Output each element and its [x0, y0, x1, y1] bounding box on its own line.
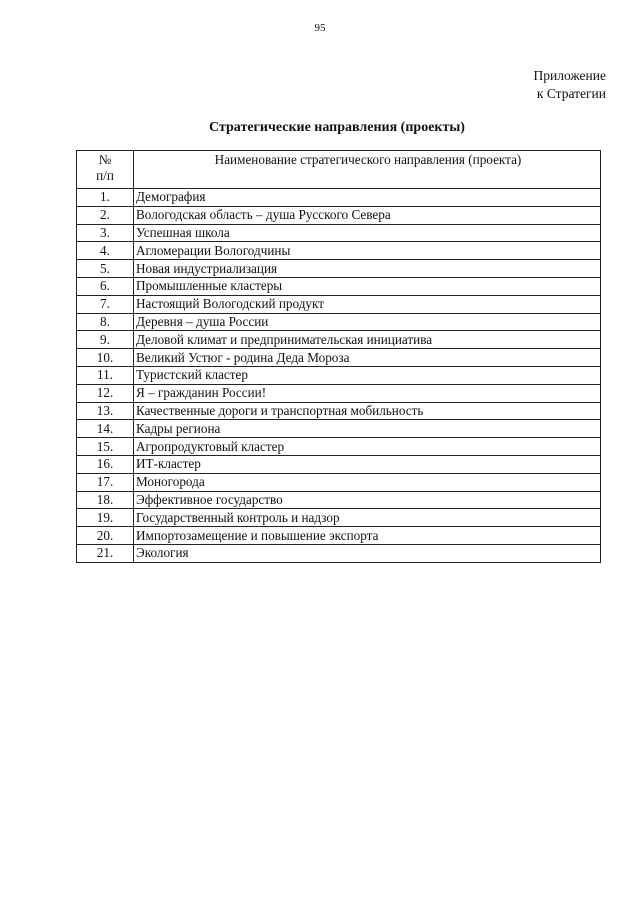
direction-name: Вологодская область – душа Русского Севера: [134, 206, 601, 224]
row-number: 17.: [77, 473, 134, 491]
appendix-line-1: Приложение: [533, 68, 606, 83]
direction-name: Я – гражданин России!: [134, 384, 601, 402]
table-row: [77, 438, 601, 456]
direction-name: ИТ-кластер: [134, 455, 601, 473]
row-number: 13.: [77, 402, 134, 420]
table-row: [77, 313, 601, 331]
row-number: 6.: [77, 277, 134, 295]
row-number: 8.: [77, 313, 134, 331]
table-row: [77, 420, 601, 438]
row-number: 10.: [77, 349, 134, 367]
row-number: 19.: [77, 509, 134, 527]
row-number: 5.: [77, 260, 134, 278]
row-number: 7.: [77, 295, 134, 313]
direction-name: Экология: [134, 544, 601, 562]
table-header-row: [77, 151, 601, 189]
table-row: [77, 295, 601, 313]
direction-name: Моногорода: [134, 473, 601, 491]
appendix-note: [534, 67, 606, 103]
row-number: 3.: [77, 224, 134, 242]
direction-name: Деловой климат и предпринимательская инициатива: [134, 331, 601, 349]
table-row: [77, 189, 601, 207]
table-row: [77, 206, 601, 224]
direction-name: Настоящий Вологодский продукт: [134, 295, 601, 313]
direction-name: Государственный контроль и надзор: [134, 509, 601, 527]
table-row: [77, 509, 601, 527]
table-row: [77, 384, 601, 402]
direction-name: Промышленные кластеры: [134, 277, 601, 295]
table-row: [77, 366, 601, 384]
direction-name: Кадры региона: [134, 420, 601, 438]
row-number: 18.: [77, 491, 134, 509]
direction-name: Успешная школа: [134, 224, 601, 242]
direction-name: Туристский кластер: [134, 366, 601, 384]
table-body: [77, 189, 601, 563]
page-number: 95: [314, 22, 326, 34]
table-row: [77, 260, 601, 278]
row-number: 16.: [77, 455, 134, 473]
table-row: [77, 402, 601, 420]
row-number: 20.: [77, 527, 134, 545]
direction-name: Агропродуктовый кластер: [134, 438, 601, 456]
direction-name: Импортозамещение и повышение экспорта: [134, 527, 601, 545]
direction-name: Качественные дороги и транспортная мобильность: [134, 402, 601, 420]
column-header-number: [77, 151, 134, 189]
table-row: [77, 224, 601, 242]
table-row: [77, 277, 601, 295]
appendix-line-2: к Стратегии: [536, 86, 606, 101]
row-number: 12.: [77, 384, 134, 402]
table-row: [77, 349, 601, 367]
column-header-number-line-2: п/п: [96, 168, 114, 183]
row-number: 14.: [77, 420, 134, 438]
row-number: 21.: [77, 544, 134, 562]
row-number: 9.: [77, 331, 134, 349]
page-title: Стратегические направления (проекты): [209, 120, 465, 135]
direction-name: Великий Устюг - родина Деда Мороза: [134, 349, 601, 367]
direction-name: Новая индустриализация: [134, 260, 601, 278]
direction-name: Демография: [134, 189, 601, 207]
row-number: 11.: [77, 366, 134, 384]
table-row: [77, 331, 601, 349]
strategic-directions-table: [76, 150, 601, 563]
table-row: [77, 527, 601, 545]
row-number: 1.: [77, 189, 134, 207]
column-header-number-line-1: №: [98, 152, 112, 167]
table-row: [77, 242, 601, 260]
table-row: [77, 455, 601, 473]
table-row: [77, 544, 601, 562]
row-number: 2.: [77, 206, 134, 224]
row-number: 15.: [77, 438, 134, 456]
column-header-name: Наименование стратегического направления (проекта): [134, 151, 601, 189]
table-row: [77, 473, 601, 491]
direction-name: Деревня – душа России: [134, 313, 601, 331]
direction-name: Агломерации Вологодчины: [134, 242, 601, 260]
table-row: [77, 491, 601, 509]
row-number: 4.: [77, 242, 134, 260]
direction-name: Эффективное государство: [134, 491, 601, 509]
